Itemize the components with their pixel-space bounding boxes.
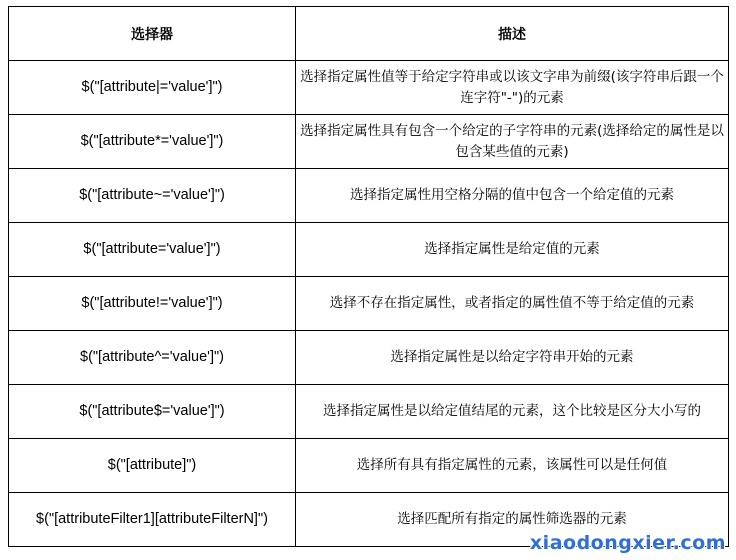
description-cell: 选择所有具有指定属性的元素，该属性可以是任何值 — [296, 439, 729, 493]
header-selector: 选择器 — [9, 7, 296, 61]
table-row — [9, 277, 729, 331]
description-cell: 选择指定属性是以给定值结尾的元素，这个比较是区分大小写的 — [296, 385, 729, 439]
table-row — [9, 115, 729, 169]
selector-cell: $("[attribute*='value']") — [9, 115, 296, 169]
description-cell: 选择指定属性值等于给定字符串或以该文字串为前缀(该字符串后跟一个连字符"-")的元素 — [296, 61, 729, 115]
description-cell: 选择指定属性是给定值的元素 — [296, 223, 729, 277]
table-row — [9, 169, 729, 223]
selector-cell: $("[attributeFilter1][attributeFilterN]") — [9, 493, 296, 547]
description-cell: 选择指定属性用空格分隔的值中包含一个给定值的元素 — [296, 169, 729, 223]
selector-cell: $("[attribute^='value']") — [9, 331, 296, 385]
table-row — [9, 223, 729, 277]
table-row — [9, 439, 729, 493]
description-cell: 选择不存在指定属性，或者指定的属性值不等于给定值的元素 — [296, 277, 729, 331]
site-watermark: xiaodongxier.com — [529, 532, 726, 554]
table-row — [9, 61, 729, 115]
header-description: 描述 — [296, 7, 729, 61]
attribute-selector-table — [8, 6, 729, 547]
selector-cell: $("[attribute='value']") — [9, 223, 296, 277]
table-row — [9, 385, 729, 439]
selector-cell: $("[attribute!='value']") — [9, 277, 296, 331]
selector-cell: $("[attribute|='value']") — [9, 61, 296, 115]
table-row — [9, 331, 729, 385]
selector-cell: $("[attribute]") — [9, 439, 296, 493]
selector-cell: $("[attribute~='value']") — [9, 169, 296, 223]
table-header-row — [9, 7, 729, 61]
description-cell: 选择指定属性是以给定字符串开始的元素 — [296, 331, 729, 385]
description-cell: 选择匹配所有指定的属性筛选器的元素 — [296, 493, 729, 547]
selector-cell: $("[attribute$='value']") — [9, 385, 296, 439]
description-cell: 选择指定属性具有包含一个给定的子字符串的元素(选择给定的属性是以包含某些值的元素) — [296, 115, 729, 169]
